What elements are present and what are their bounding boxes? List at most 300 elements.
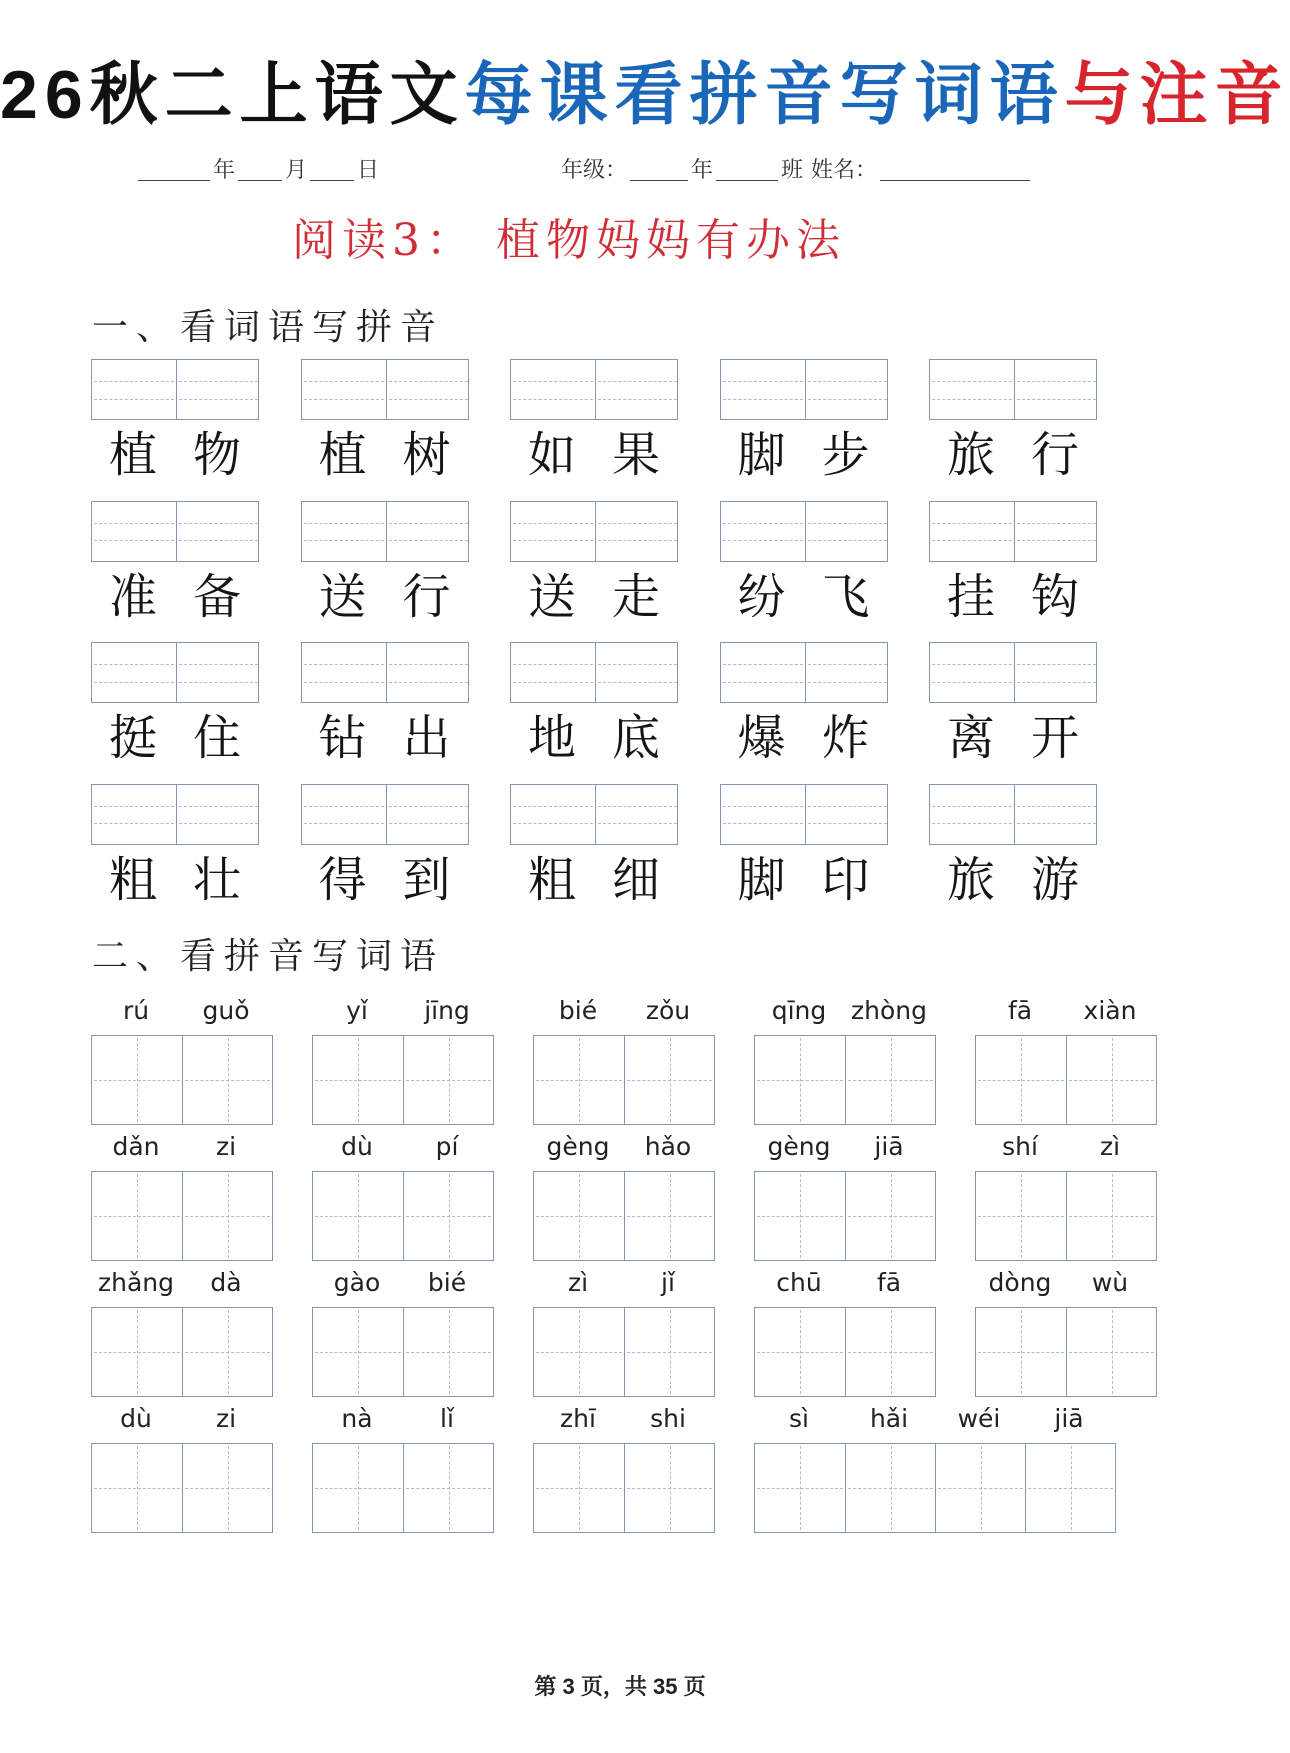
word-char: 纷: [737, 568, 786, 625]
word-char: 植: [108, 427, 157, 483]
tianzige-box: [754, 1035, 936, 1125]
tianzige-box: [975, 1035, 1157, 1125]
pinyin-label: nà: [341, 1404, 373, 1433]
word-char: 到: [402, 851, 451, 908]
word-item: [301, 501, 469, 630]
grade-year-blank: [630, 160, 688, 181]
pinyin-item: [91, 1129, 273, 1261]
word-characters: [929, 705, 1097, 771]
pinyin-writing-cell: [930, 502, 1014, 561]
word-char: 旅: [946, 851, 995, 908]
word-item: [301, 359, 469, 488]
pinyin-label: lǐ: [440, 1404, 454, 1433]
pinyin-item: [754, 1265, 936, 1397]
word-char: 细: [611, 851, 660, 908]
pinyin-writing-cell: [805, 785, 889, 844]
title-part-topic: 每课看拼音写词语: [464, 57, 1065, 133]
pinyin-labels: [975, 1129, 1157, 1165]
pinyin-item: [754, 1401, 1116, 1533]
word-char: 爆: [737, 710, 786, 766]
word-char: 行: [402, 568, 451, 625]
pinyin-labels: [975, 993, 1157, 1029]
pinyin-label: fā: [876, 1268, 902, 1297]
tianzige-cell: [1066, 1308, 1156, 1396]
word-item: [929, 501, 1097, 630]
pinyin-label: dǎn: [112, 1132, 160, 1161]
pinyin-writing-cell: [721, 502, 805, 561]
word-char: 挺: [108, 710, 157, 766]
tianzige-box: [312, 1443, 494, 1533]
pinyin-label: bié: [427, 1268, 467, 1297]
pinyin-writing-cell: [721, 643, 805, 702]
tianzige-cell: [1025, 1444, 1115, 1532]
pinyin-writing-cell: [511, 643, 595, 702]
pinyin-item: [975, 1265, 1157, 1397]
pinyin-answer-box: [720, 642, 888, 703]
word-char: 植: [318, 427, 367, 483]
tianzige-box: [533, 1443, 715, 1533]
pinyin-labels: [91, 1401, 273, 1437]
word-characters: [301, 847, 469, 913]
pinyin-answer-box: [91, 501, 259, 562]
pinyin-answer-box: [720, 359, 888, 420]
pinyin-item: [312, 993, 494, 1125]
word-characters: [301, 564, 469, 630]
class-label: 班: [781, 158, 804, 183]
word-char: 送: [318, 568, 367, 625]
pinyin-answer-box: [301, 501, 469, 562]
pinyin-writing-cell: [805, 643, 889, 702]
word-char: 粗: [527, 851, 576, 908]
word-char: 出: [402, 710, 451, 766]
pinyin-item: [975, 993, 1157, 1125]
tianzige-box: [975, 1307, 1157, 1397]
word-item: [91, 784, 259, 913]
tianzige-cell: [403, 1308, 493, 1396]
section2-heading: 二、看拼音写词语: [92, 936, 445, 977]
word-item: [929, 784, 1097, 913]
tianzige-cell: [976, 1308, 1066, 1396]
month-label: 月: [285, 158, 308, 183]
word-characters: [720, 564, 888, 630]
tianzige-box: [312, 1307, 494, 1397]
tianzige-cell: [403, 1444, 493, 1532]
word-char: 飞: [821, 568, 870, 625]
tianzige-box: [533, 1307, 715, 1397]
day-blank: [310, 160, 354, 181]
pinyin-label: zǒu: [645, 996, 691, 1025]
pinyin-item: [91, 993, 273, 1125]
word-char: 走: [611, 568, 660, 625]
word-characters: [929, 847, 1097, 913]
pinyin-label: bié: [558, 996, 598, 1025]
pinyin-answer-box: [301, 642, 469, 703]
word-characters: [91, 705, 259, 771]
pinyin-labels: [91, 993, 273, 1029]
word-item: [720, 501, 888, 630]
pinyin-writing-cell: [92, 643, 176, 702]
pinyin-writing-cell: [930, 785, 1014, 844]
pinyin-answer-box: [720, 784, 888, 845]
pinyin-writing-cell: [386, 785, 470, 844]
word-char: 脚: [737, 851, 786, 908]
pinyin-label: wéi: [957, 1404, 1001, 1433]
pinyin-label: wù: [1091, 1268, 1129, 1297]
pinyin-label: gèng: [767, 1132, 831, 1161]
word-item: [929, 642, 1097, 771]
word-characters: [510, 705, 678, 771]
word-char: 准: [108, 568, 157, 625]
pinyin-label: jīng: [424, 996, 470, 1025]
tianzige-cell: [534, 1172, 624, 1260]
month-blank: [238, 160, 282, 181]
pinyin-writing-cell: [721, 785, 805, 844]
pinyin-labels: [533, 1401, 715, 1437]
tianzige-cell: [976, 1172, 1066, 1260]
tianzige-cell: [92, 1308, 182, 1396]
pinyin-item: [91, 1401, 273, 1533]
tianzige-box: [533, 1035, 715, 1125]
pinyin-label: zi: [215, 1404, 237, 1433]
word-char: 备: [192, 568, 241, 625]
pinyin-writing-cell: [595, 502, 679, 561]
lesson-title: 阅读3： 植物妈妈有办法: [292, 215, 846, 266]
tianzige-box: [91, 1035, 273, 1125]
tianzige-cell: [624, 1036, 714, 1124]
title-part-grade: 26秋二上语文: [0, 57, 465, 133]
pinyin-answer-box: [720, 501, 888, 562]
pinyin-answer-box: [929, 359, 1097, 420]
tianzige-cell: [534, 1036, 624, 1124]
pinyin-labels: [533, 993, 715, 1029]
tianzige-cell: [92, 1444, 182, 1532]
pinyin-item: [533, 1129, 715, 1261]
pinyin-labels: [91, 1129, 273, 1165]
pinyin-labels: [754, 1265, 936, 1301]
tianzige-cell: [313, 1308, 403, 1396]
grade-label: 年级：: [561, 158, 628, 183]
word-char: 旅: [946, 427, 995, 483]
pinyin-writing-cell: [930, 360, 1014, 419]
tianzige-cell: [755, 1444, 845, 1532]
pinyin-writing-cell: [511, 360, 595, 419]
tianzige-cell: [182, 1444, 272, 1532]
pinyin-label: dòng: [988, 1268, 1052, 1297]
tianzige-box: [754, 1443, 1116, 1533]
pinyin-answer-box: [510, 784, 678, 845]
word-characters: [91, 564, 259, 630]
pinyin-label: yǐ: [346, 996, 368, 1025]
tianzige-box: [91, 1443, 273, 1533]
word-char: 挂: [946, 568, 995, 625]
word-char: 脚: [737, 427, 786, 483]
word-item: [91, 359, 259, 488]
pinyin-item: [754, 993, 936, 1125]
pinyin-label: dà: [210, 1268, 242, 1297]
date-field-row: [135, 157, 379, 185]
pinyin-label: guǒ: [202, 996, 250, 1025]
pinyin-writing-cell: [176, 643, 260, 702]
word-item: [720, 359, 888, 488]
tianzige-cell: [534, 1308, 624, 1396]
tianzige-cell: [624, 1172, 714, 1260]
tianzige-cell: [976, 1036, 1066, 1124]
word-item: [510, 359, 678, 488]
pinyin-answer-box: [301, 359, 469, 420]
pinyin-label: pí: [435, 1132, 459, 1161]
pinyin-writing-cell: [302, 502, 386, 561]
word-char: 钻: [318, 710, 367, 766]
name-label: 姓名：: [811, 158, 878, 183]
word-item: [510, 784, 678, 913]
word-item: [510, 501, 678, 630]
year-blank: [138, 160, 210, 181]
tianzige-cell: [935, 1444, 1025, 1532]
pinyin-answer-box: [91, 359, 259, 420]
pinyin-item: [312, 1129, 494, 1261]
word-char: 开: [1030, 710, 1079, 766]
word-item: [91, 642, 259, 771]
word-char: 树: [402, 427, 451, 483]
tianzige-cell: [755, 1036, 845, 1124]
word-characters: [720, 705, 888, 771]
pinyin-item: [533, 993, 715, 1125]
word-char: 游: [1030, 851, 1079, 908]
pinyin-writing-cell: [805, 502, 889, 561]
pinyin-label: xiàn: [1083, 996, 1137, 1025]
word-char: 炸: [821, 710, 870, 766]
tianzige-cell: [1066, 1172, 1156, 1260]
pinyin-writing-cell: [511, 502, 595, 561]
pinyin-labels: [533, 1129, 715, 1165]
tianzige-cell: [755, 1172, 845, 1260]
pinyin-writing-cell: [1014, 360, 1098, 419]
pinyin-label: dù: [341, 1132, 373, 1161]
pinyin-writing-cell: [595, 643, 679, 702]
pinyin-answer-box: [510, 359, 678, 420]
word-char: 果: [611, 427, 660, 483]
tianzige-cell: [534, 1444, 624, 1532]
word-char: 行: [1030, 427, 1079, 483]
pinyin-label: fā: [1007, 996, 1033, 1025]
pinyin-labels: [533, 1265, 715, 1301]
pinyin-writing-cell: [805, 360, 889, 419]
word-char: 壮: [192, 851, 241, 908]
pinyin-labels: [91, 1265, 273, 1301]
word-characters: [929, 564, 1097, 630]
pinyin-item: [312, 1401, 494, 1533]
pinyin-writing-cell: [176, 785, 260, 844]
tianzige-box: [533, 1171, 715, 1261]
word-characters: [510, 847, 678, 913]
word-item: [301, 642, 469, 771]
tianzige-cell: [182, 1036, 272, 1124]
year-label: 年: [213, 158, 236, 183]
page-number: 第 3 页，共 35 页: [534, 1674, 706, 1699]
word-characters: [301, 705, 469, 771]
pinyin-answer-box: [91, 784, 259, 845]
tianzige-cell: [92, 1036, 182, 1124]
pinyin-writing-cell: [721, 360, 805, 419]
tianzige-box: [312, 1035, 494, 1125]
word-char: 粗: [108, 851, 157, 908]
page-title: [0, 52, 1290, 138]
word-char: 印: [821, 851, 870, 908]
word-char: 物: [192, 427, 241, 483]
tianzige-cell: [403, 1172, 493, 1260]
pinyin-writing-cell: [386, 502, 470, 561]
pinyin-label: dù: [120, 1404, 152, 1433]
pinyin-writing-cell: [386, 643, 470, 702]
pinyin-item: [533, 1401, 715, 1533]
pinyin-label: jǐ: [661, 1268, 675, 1297]
word-characters: [301, 422, 469, 488]
student-field-row: [561, 157, 1033, 185]
pinyin-label: hǎi: [869, 1404, 909, 1433]
pinyin-label: hǎo: [644, 1132, 692, 1161]
word-item: [720, 784, 888, 913]
word-characters: [720, 847, 888, 913]
class-blank: [716, 160, 778, 181]
pinyin-label: sì: [789, 1404, 809, 1433]
pinyin-item: [312, 1265, 494, 1397]
pinyin-answer-box: [929, 642, 1097, 703]
word-characters: [929, 422, 1097, 488]
tianzige-box: [754, 1307, 936, 1397]
pinyin-answer-box: [91, 642, 259, 703]
tianzige-cell: [313, 1172, 403, 1260]
tianzige-cell: [182, 1172, 272, 1260]
pinyin-label: zì: [567, 1268, 589, 1297]
tianzige-cell: [845, 1172, 935, 1260]
pinyin-labels: [754, 1129, 936, 1165]
pinyin-label: zhòng: [851, 996, 927, 1025]
pinyin-writing-cell: [302, 785, 386, 844]
tianzige-cell: [92, 1172, 182, 1260]
tianzige-box: [91, 1171, 273, 1261]
pinyin-label: zhǎng: [97, 1268, 174, 1297]
word-char: 得: [318, 851, 367, 908]
word-characters: [510, 564, 678, 630]
pinyin-writing-cell: [92, 360, 176, 419]
grade-year-label: 年: [691, 158, 714, 183]
pinyin-label: shí: [1002, 1132, 1038, 1161]
pinyin-item: [533, 1265, 715, 1397]
pinyin-label: gào: [333, 1268, 381, 1297]
section1-heading: 一、看词语写拼音: [92, 307, 445, 348]
word-char: 底: [611, 710, 660, 766]
tianzige-box: [975, 1171, 1157, 1261]
word-characters: [91, 422, 259, 488]
tianzige-cell: [403, 1036, 493, 1124]
pinyin-labels: [975, 1265, 1157, 1301]
name-blank: [880, 160, 1030, 181]
pinyin-label: qīng: [771, 996, 827, 1025]
pinyin-writing-cell: [176, 502, 260, 561]
pinyin-answer-box: [510, 642, 678, 703]
word-item: [91, 501, 259, 630]
pinyin-answer-box: [301, 784, 469, 845]
pinyin-writing-cell: [1014, 785, 1098, 844]
pinyin-labels: [312, 993, 494, 1029]
pinyin-writing-cell: [92, 785, 176, 844]
tianzige-cell: [1066, 1036, 1156, 1124]
tianzige-cell: [313, 1036, 403, 1124]
pinyin-label: jiā: [1054, 1404, 1084, 1433]
pinyin-item: [754, 1129, 936, 1261]
day-label: 日: [357, 158, 380, 183]
pinyin-labels: [312, 1265, 494, 1301]
pinyin-labels: [312, 1401, 494, 1437]
word-char: 如: [527, 427, 576, 483]
word-char: 钩: [1030, 568, 1079, 625]
pinyin-writing-cell: [930, 643, 1014, 702]
pinyin-writing-cell: [595, 785, 679, 844]
word-char: 住: [192, 710, 241, 766]
word-char: 送: [527, 568, 576, 625]
pinyin-answer-box: [929, 784, 1097, 845]
word-characters: [510, 422, 678, 488]
word-item: [720, 642, 888, 771]
pinyin-writing-cell: [92, 502, 176, 561]
pinyin-writing-cell: [1014, 643, 1098, 702]
pinyin-labels: [312, 1129, 494, 1165]
word-char: 离: [946, 710, 995, 766]
tianzige-cell: [182, 1308, 272, 1396]
tianzige-cell: [313, 1444, 403, 1532]
word-item: [301, 784, 469, 913]
tianzige-cell: [845, 1308, 935, 1396]
pinyin-writing-cell: [302, 643, 386, 702]
pinyin-item: [91, 1265, 273, 1397]
pinyin-writing-cell: [302, 360, 386, 419]
pinyin-label: zhī: [560, 1404, 596, 1433]
pinyin-writing-cell: [1014, 502, 1098, 561]
pinyin-label: chū: [776, 1268, 822, 1297]
tianzige-cell: [624, 1444, 714, 1532]
pinyin-label: zi: [215, 1132, 237, 1161]
tianzige-cell: [845, 1444, 935, 1532]
tianzige-box: [754, 1171, 936, 1261]
pinyin-label: shi: [650, 1404, 686, 1433]
word-char: 步: [821, 427, 870, 483]
pinyin-labels: [754, 993, 936, 1029]
word-item: [929, 359, 1097, 488]
tianzige-cell: [624, 1308, 714, 1396]
tianzige-cell: [755, 1308, 845, 1396]
tianzige-box: [91, 1307, 273, 1397]
tianzige-cell: [845, 1036, 935, 1124]
word-characters: [720, 422, 888, 488]
word-characters: [91, 847, 259, 913]
pinyin-labels: [754, 1401, 1116, 1437]
pinyin-answer-box: [510, 501, 678, 562]
word-char: 地: [527, 710, 576, 766]
pinyin-answer-box: [929, 501, 1097, 562]
pinyin-writing-cell: [386, 360, 470, 419]
pinyin-item: [975, 1129, 1157, 1261]
word-item: [510, 642, 678, 771]
pinyin-label: jiā: [874, 1132, 904, 1161]
pinyin-writing-cell: [176, 360, 260, 419]
pinyin-label: gèng: [546, 1132, 610, 1161]
pinyin-label: zì: [1099, 1132, 1121, 1161]
pinyin-writing-cell: [595, 360, 679, 419]
title-part-phonetic: 与注音: [1064, 57, 1290, 133]
pinyin-writing-cell: [511, 785, 595, 844]
pinyin-label: rú: [122, 996, 150, 1025]
tianzige-box: [312, 1171, 494, 1261]
